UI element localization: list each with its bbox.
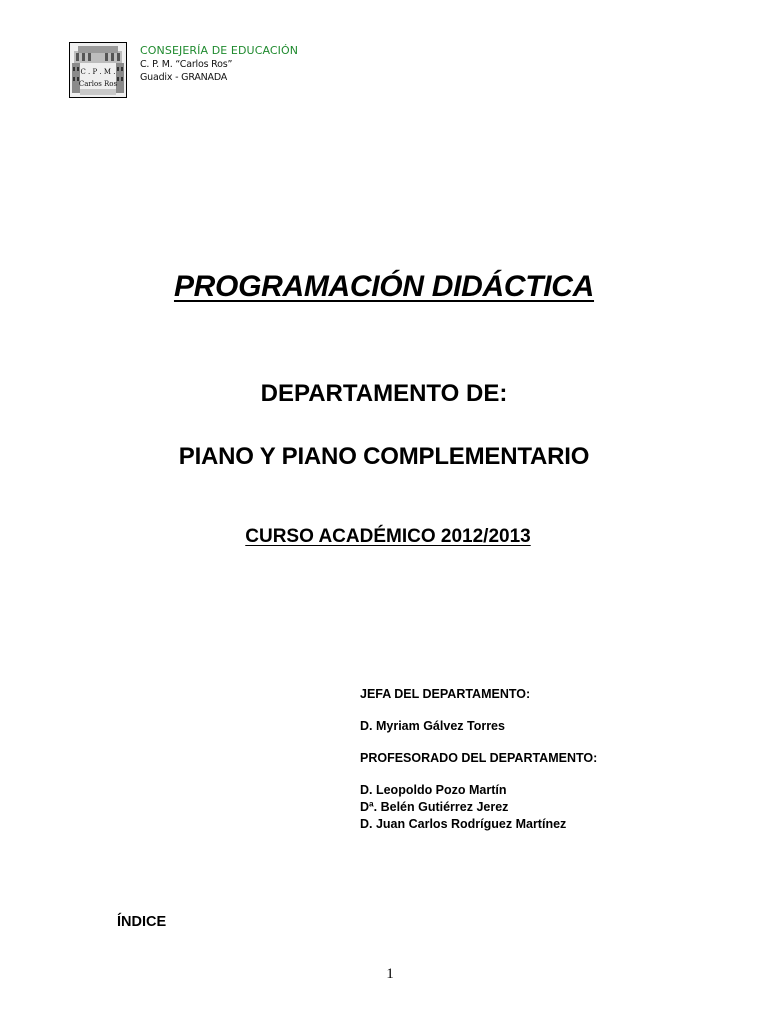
letterhead (140, 43, 298, 84)
school-building-icon (70, 43, 126, 97)
school-name: C. P. M. “Carlos Ros” (140, 59, 233, 70)
school-logo (69, 42, 127, 98)
logo-text-line-1: C . P . M . (80, 68, 116, 76)
index-heading: ÍNDICE (117, 914, 167, 930)
department-name: PIANO Y PIANO COMPLEMENTARIO (178, 443, 590, 470)
logo-text-line-2: Carlos Ros (78, 80, 118, 88)
head-of-department-label: JEFA DEL DEPARTAMENTO: (360, 687, 531, 701)
department-staff (360, 686, 597, 833)
organization-name: CONSEJERÍA DE EDUCACIÓN (140, 44, 299, 57)
document-title: PROGRAMACIÓN DIDÁCTICA (173, 270, 595, 303)
faculty-member: D. Juan Carlos Rodríguez Martínez (360, 817, 567, 831)
head-of-department-name: D. Myriam Gálvez Torres (360, 719, 505, 733)
faculty-label: PROFESORADO DEL DEPARTAMENTO: (360, 751, 598, 765)
faculty-member: Dª. Belén Gutiérrez Jerez (360, 800, 509, 814)
school-location: Guadix - GRANADA (140, 72, 228, 83)
page-number: 1 (386, 966, 394, 982)
faculty-member: D. Leopoldo Pozo Martín (360, 783, 507, 797)
academic-year: CURSO ACADÉMICO 2012/2013 (245, 526, 531, 547)
department-label: DEPARTAMENTO DE: (260, 380, 508, 407)
